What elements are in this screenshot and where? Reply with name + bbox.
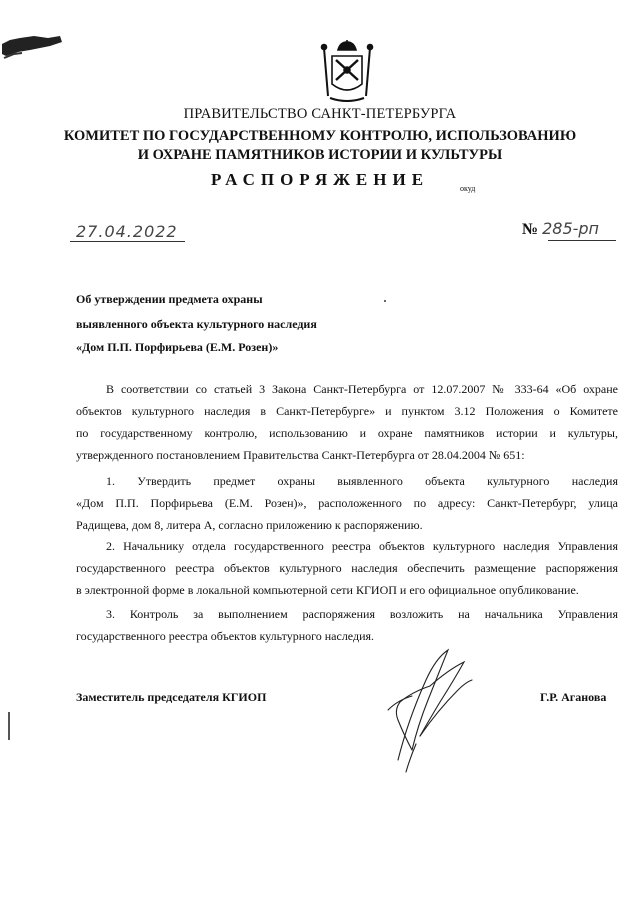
document-type: РАСПОРЯЖЕНИЕ xyxy=(210,170,430,189)
subject-line-3: «Дом П.П. Порфирьева (Е.М. Розен)» xyxy=(76,340,279,354)
item-3-paragraph xyxy=(76,603,618,647)
handwritten-signature xyxy=(368,640,478,775)
okud-label: окуд xyxy=(460,184,476,193)
document-number xyxy=(522,219,599,239)
item-3-line-2: государственного реестра объектов культурного наследия. xyxy=(76,629,375,643)
item-1-line-1: 1. Утвердить предмет охраны выявленного объекта культурного наследия xyxy=(106,474,618,488)
date-underline xyxy=(70,241,185,242)
number-value: 285-рп xyxy=(542,219,600,238)
intro-paragraph xyxy=(76,378,618,466)
subject-line-1: Об утверждении предмета охраны xyxy=(76,292,263,306)
scan-dot xyxy=(384,300,386,302)
item-1-paragraph xyxy=(76,470,618,536)
number-sign: № xyxy=(522,221,539,238)
intro-line-3: по государственному контролю, использованию и охране памятников истории и культуры, xyxy=(76,426,618,440)
document-date: 27.04.2022 xyxy=(76,222,178,241)
item-2-line-3: в электронной форме в локальной компьютерной сети КГИОП и его официальное опубликование. xyxy=(76,583,579,597)
item-2-line-1: 2. Начальнику отдела государственного реестра объектов культурного наследия Управления xyxy=(106,539,618,553)
item-2-line-2: государственного реестра объектов культурного наследия обеспечить размещение распоряжения xyxy=(76,561,618,575)
intro-line-4: утвержденного постановлением Правительства Санкт-Петербурга от 28.04.2004 № 651: xyxy=(76,448,525,462)
item-2-paragraph xyxy=(76,535,618,601)
scan-artifact-mark xyxy=(0,32,64,60)
committee-name-line-2: И ОХРАНЕ ПАМЯТНИКОВ ИСТОРИИ И КУЛЬТУРЫ xyxy=(137,147,503,163)
item-1-line-2: «Дом П.П. Порфирьева (Е.М. Розен)», расположенного по адресу: Санкт-Петербург, улица xyxy=(76,496,618,510)
coat-of-arms-emblem xyxy=(318,40,376,104)
committee-name-line-1: КОМИТЕТ ПО ГОСУДАРСТВЕННОМУ КОНТРОЛЮ, ИСПОЛЬЗОВАНИЮ xyxy=(63,128,577,144)
government-title: ПРАВИТЕЛЬСТВО САНКТ-ПЕТЕРБУРГА xyxy=(183,106,457,122)
signer-title: Заместитель председателя КГИОП xyxy=(76,690,267,704)
item-1-line-3: Радищева, дом 8, литера А, согласно приложению к распоряжению. xyxy=(76,518,423,532)
scan-edge-mark xyxy=(8,712,10,740)
subject-line-2: выявленного объекта культурного наследия xyxy=(76,317,317,331)
item-3-line-1: 3. Контроль за выполнением распоряжения возложить на начальника Управления xyxy=(106,607,618,621)
intro-line-2: объектов культурного наследия в Санкт-Петербурге» и пунктом 3.12 Положения о Комитете xyxy=(76,404,618,418)
intro-line-1: В соответствии со статьей 3 Закона Санкт-Петербурга от 12.07.2007 № 333-64 «Об охране xyxy=(106,382,618,396)
signer-name: Г.Р. Аганова xyxy=(540,690,607,704)
number-underline xyxy=(548,240,616,241)
